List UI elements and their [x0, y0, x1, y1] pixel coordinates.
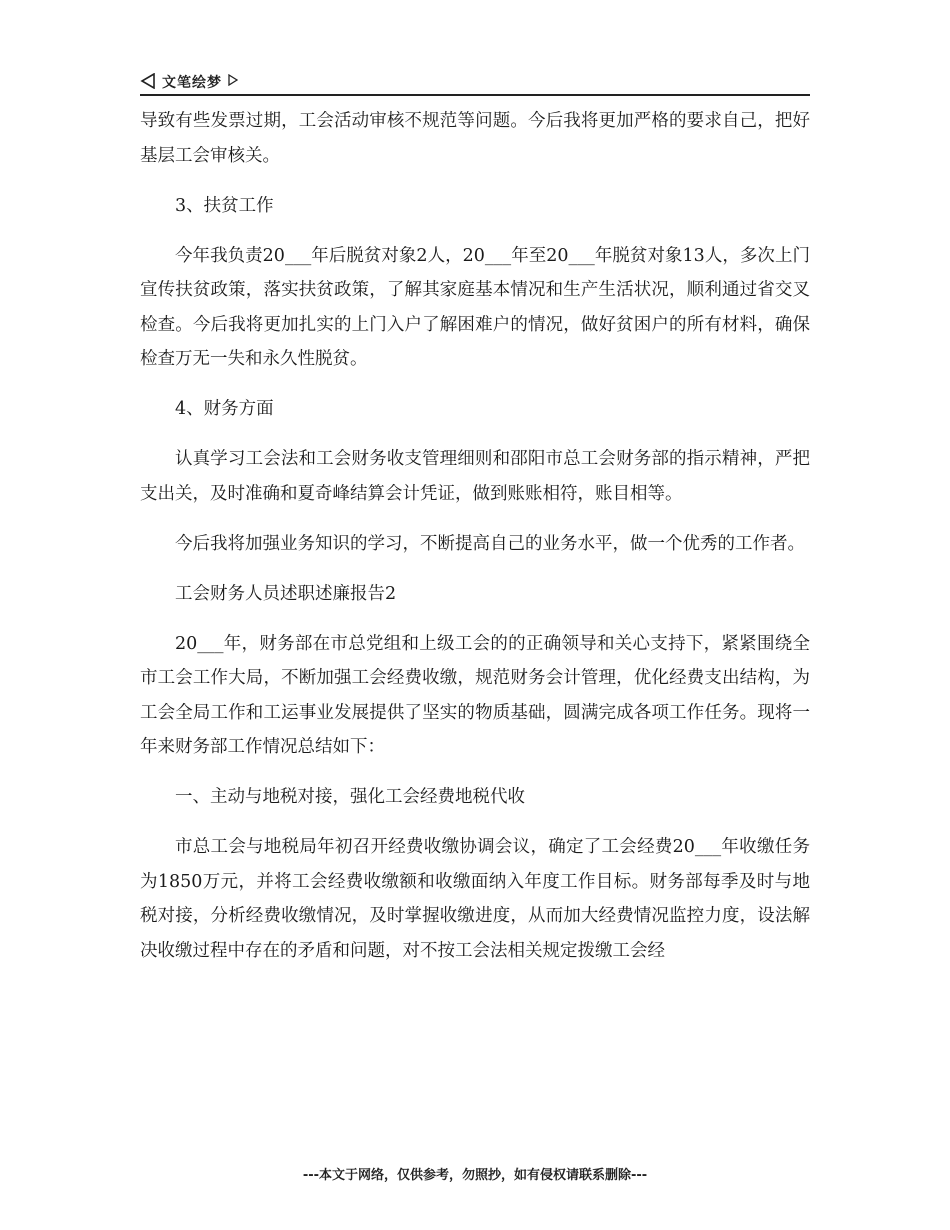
page-footer: ---本文于网络，仅供参考，勿照抄，如有侵权请联系删除---: [302, 1168, 648, 1183]
paragraph: 今后我将加强业务知识的学习，不断提高自己的业务水平，做一个优秀的工作者。: [175, 533, 805, 554]
header-brand: 文笔绘梦: [162, 75, 222, 91]
paragraph: 今年我负责20___年后脱贫对象2人，20___年至20___年脱贫对象13人，多次上门宣传扶贫政策，落实扶贫政策，了解其家庭基本情况和生产生活状况，顺利通过省交叉检查。今后我将更加扎实的上门入户了解困难户的情况，做好贫困户的所有材料，确保检查万无一失和永久性脱贫。: [140, 245, 810, 369]
report-title: 工会财务人员述职述廉报告2: [175, 583, 397, 604]
section-heading: 4、财务方面: [175, 399, 274, 419]
section-heading: 3、扶贫工作: [175, 195, 274, 216]
page-header: [140, 70, 810, 96]
triangle-left-outline-icon: [140, 73, 156, 89]
triangle-right-outline-icon: [228, 74, 238, 86]
paragraph: 20___年，财务部在市总党组和上级工会的的正确领导和关心支持下，紧紧围绕全市工会工作大局，不断加强工会经费收缴，规范财务会计管理，优化经费支出结构，为工会全局工作和工运事业发展提供了坚实的物质基础，圆满完成各项工作任务。现将一年来财务部工作情况总结如下：: [140, 633, 810, 757]
paragraph: 认真学习工会法和工会财务收支管理细则和邵阳市总工会财务部的指示精神，严把支出关，及时准确和夏奇峰结算会计凭证，做到账账相符，账目相等。: [140, 449, 810, 504]
paragraph: 导致有些发票过期，工会活动审核不规范等问题。今后我将更加严格的要求自己，把好基层工会审核关。: [140, 111, 810, 166]
document-body: [140, 104, 810, 984]
paragraph: 市总工会与地税局年初召开经费收缴协调会议，确定了工会经费20___年收缴任务为1850万元，并将工会经费收缴额和收缴面纳入年度工作目标。财务部每季及时与地税对接，分析经费收缴情况，及时掌握收缴进度，从而加大经费情况监控力度，设法解决收缴过程中存在的矛盾和问题，对不按工会法相关规定拨缴工会经: [140, 837, 810, 961]
section-heading: 一、主动与地税对接，强化工会经费地税代收: [175, 787, 525, 807]
